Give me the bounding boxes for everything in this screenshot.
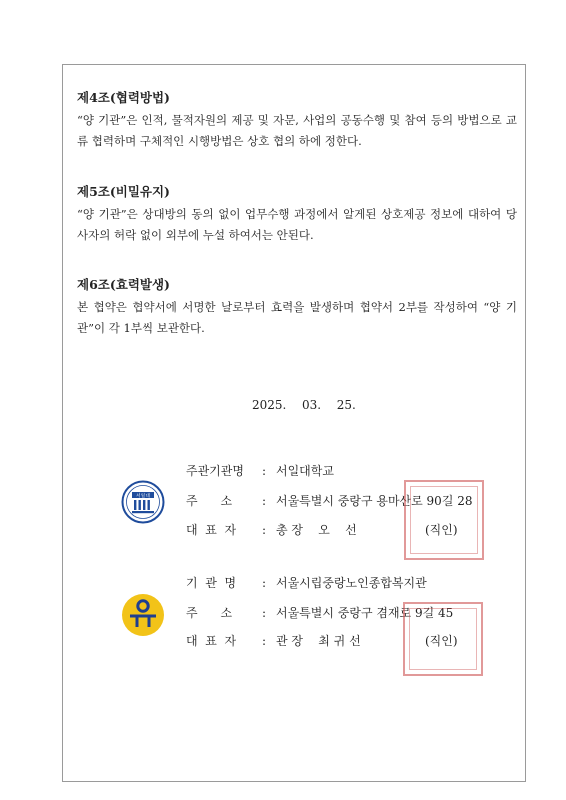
party2-address-label: 주 소 — [186, 606, 233, 620]
party1-org-label: 주관기관명 — [186, 464, 244, 478]
party1-rep-value: 총 장 오 선 — [276, 523, 357, 537]
party1-org-value: 서일대학교 — [276, 464, 334, 478]
party2-org-label: 기 관 명 — [186, 576, 237, 590]
seoil-university-logo — [121, 480, 165, 524]
party2-org-row — [186, 574, 427, 591]
party1-official-seal-icon — [404, 480, 484, 560]
article6-body: 본 협약은 협약서에 서명한 날로부터 효력을 발생하며 협약서 2부를 작성하여 “양 기관”이 각 1부씩 보관한다. — [77, 300, 517, 335]
party1-rep-label: 대 표 자 — [186, 523, 237, 537]
party1-seal-mark: (직인) — [425, 523, 458, 537]
party2-rep-row — [186, 632, 361, 649]
seoil-logo-text: 서일대 — [136, 494, 150, 499]
party1-address-label: 주 소 — [186, 494, 233, 508]
jungnang-welfare-center-logo — [121, 593, 165, 637]
party2-rep-label: 대 표 자 — [186, 634, 237, 648]
agreement-date: 2025. 03. 25. — [252, 398, 356, 412]
party2-address-value: 서울특별시 중랑구 겸재로 9길 45 — [276, 606, 454, 620]
article4-title: 제4조(협력방법) — [77, 90, 170, 105]
colon: : — [262, 606, 267, 620]
article5-title: 제5조(비밀유지) — [77, 184, 170, 199]
party1-rep-row — [186, 521, 357, 538]
colon: : — [262, 464, 267, 478]
article5-body: “양 기관”은 상대방의 동의 없이 업무수행 과정에서 알게된 상호제공 정보에 대하여 당사자의 허락 없이 외부에 누설 하여서는 안된다. — [77, 207, 517, 242]
colon: : — [262, 576, 267, 590]
party1-address-value: 서울특별시 중랑구 용마산로 90길 28 — [276, 494, 473, 508]
party2-rep-value: 관 장 최 귀 선 — [276, 634, 361, 648]
article6-title: 제6조(효력발생) — [77, 277, 170, 292]
party1-org-row — [186, 462, 334, 479]
party2-seal-mark: (직인) — [425, 634, 458, 648]
colon: : — [262, 523, 267, 537]
article4-body: “양 기관”은 인적, 물적자원의 제공 및 자문, 사업의 공동수행 및 참여 등의 방법으로 교류 협력하며 구체적인 시행방법은 상호 협의 하에 정한다. — [77, 113, 517, 148]
colon: : — [262, 494, 267, 508]
party2-org-value: 서울시립중랑노인종합복지관 — [276, 576, 427, 590]
colon: : — [262, 634, 267, 648]
